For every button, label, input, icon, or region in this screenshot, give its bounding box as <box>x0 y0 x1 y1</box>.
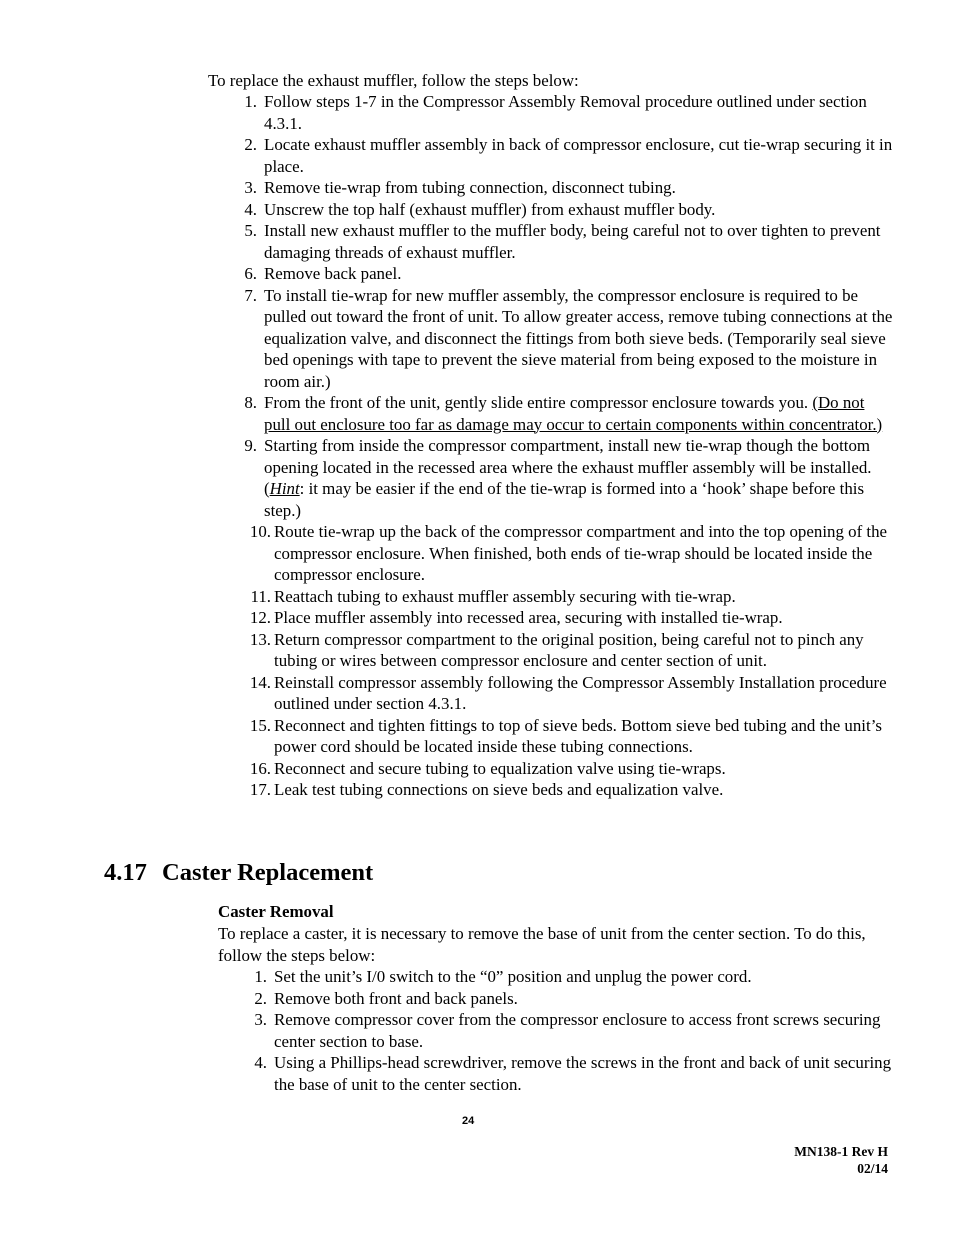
section-number: 4.17 <box>104 859 147 886</box>
list-item <box>208 392 893 435</box>
list-item <box>208 758 893 780</box>
step-number: 2. <box>244 135 257 154</box>
step-text: Remove both front and back panels. <box>274 988 518 1008</box>
list-item <box>208 263 893 285</box>
step-number: 2. <box>254 988 267 1008</box>
list-item <box>208 629 893 672</box>
step-number: 11. <box>250 586 271 606</box>
caster-steps-list <box>218 966 894 1095</box>
step-text: Remove compressor cover from the compressor enclosure to access front screws securing center section to base. <box>274 1010 881 1051</box>
list-item <box>218 966 894 988</box>
footer <box>794 1143 888 1177</box>
list-item <box>208 586 893 608</box>
warning-underlined: (Do not pull out enclosure too far as damage may occur to certain components within concentrator.) <box>264 393 883 434</box>
step-number: 8. <box>244 393 257 412</box>
step-text: Reinstall compressor assembly following the Compressor Assembly Installation procedure outlined under section 4.3.1. <box>274 672 887 713</box>
step-text: Leak test tubing connections on sieve beds and equalization valve. <box>274 780 724 799</box>
step-number: 16. <box>249 758 271 778</box>
step-text: Set the unit’s I/0 switch to the “0” position and unplug the power cord. <box>274 967 752 986</box>
list-item <box>208 715 893 758</box>
muffler-intro: To replace the exhaust muffler, follow the steps below: <box>208 71 579 90</box>
step-number: 17. <box>249 780 271 799</box>
list-item <box>218 1009 894 1052</box>
page-number: 24 <box>462 1115 475 1127</box>
step-text: : it may be easier if the end of the tie-wrap is formed into a ‘hook’ shape before this step.) <box>264 479 865 520</box>
step-number: 9. <box>244 436 257 455</box>
step-text: Reattach tubing to exhaust muffler assembly securing with tie-wrap. <box>274 586 736 606</box>
caster-intro: To replace a caster, it is necessary to remove the base of unit from the center section. To do this, follow the steps below: <box>218 924 866 965</box>
list-item <box>208 672 893 715</box>
hint-label: Hint <box>269 479 300 498</box>
step-number: 1. <box>244 92 257 111</box>
step-number: 12. <box>249 608 271 627</box>
step-text: Reconnect and secure tubing to equalization valve using tie-wraps. <box>274 758 726 778</box>
step-text: Follow steps 1-7 in the Compressor Assembly Removal procedure outlined under section 4.3.1. <box>264 92 867 133</box>
list-item <box>208 607 893 629</box>
step-number: 10. <box>249 522 271 541</box>
step-number: 3. <box>244 178 257 197</box>
section-title: Caster Replacement <box>162 859 374 886</box>
step-number: 6. <box>244 264 257 283</box>
step-text: Remove back panel. <box>264 264 402 283</box>
step-number: 7. <box>244 285 257 305</box>
step-number: 1. <box>254 967 267 986</box>
step-number: 15. <box>249 715 271 735</box>
step-number: 14. <box>249 672 271 692</box>
step-text: Install new exhaust muffler to the muffler body, being careful not to over tighten to prevent damaging threads of exhaust muffler. <box>264 221 881 262</box>
list-item <box>218 988 894 1010</box>
step-text: Unscrew the top half (exhaust muffler) from exhaust muffler body. <box>264 199 716 219</box>
step-text: Using a Phillips-head screwdriver, remove the screws in the front and back of unit securing the base of unit to the center section. <box>274 1053 892 1094</box>
list-item <box>208 134 893 177</box>
step-text: Starting from inside the compressor compartment, install new tie-wrap though the bottom opening located in the recessed area where the exhaust muffler assembly will be installed. ( <box>264 436 872 498</box>
section-heading <box>104 858 373 888</box>
step-number: 13. <box>249 629 271 649</box>
step-text: From the front of the unit, gently slide entire compressor enclosure towards you. <box>264 393 813 412</box>
list-item <box>208 199 893 221</box>
list-item <box>208 285 893 393</box>
step-number: 5. <box>244 221 257 240</box>
list-item <box>208 779 893 801</box>
revision-date: 02/14 <box>857 1161 888 1176</box>
muffler-steps-list <box>208 91 893 801</box>
document-id: MN138-1 Rev H <box>794 1144 888 1159</box>
list-item <box>208 521 893 586</box>
list-item <box>208 220 893 263</box>
step-number: 4. <box>244 199 257 219</box>
step-text: Return compressor compartment to the original position, being careful not to pinch any tubing or wires between compressor enclosure and center section of unit. <box>274 629 864 670</box>
step-text: Locate exhaust muffler assembly in back of compressor enclosure, cut tie-wrap securing it in place. <box>264 135 893 176</box>
step-number: 4. <box>254 1053 267 1072</box>
step-number: 3. <box>254 1010 267 1029</box>
step-text: Place muffler assembly into recessed area, securing with installed tie-wrap. <box>274 608 783 627</box>
step-text: Remove tie-wrap from tubing connection, disconnect tubing. <box>264 178 676 197</box>
step-text: To install tie-wrap for new muffler assembly, the compressor enclosure is required to be pulled out toward the front of unit. To allow greater access, remove tubing connections at the equalization valve, and disconnect the fittings from both sieve beds. (Temporarily seal sieve bed openings with tape to prevent the sieve material from being exposed to the moisture in room air.) <box>264 285 893 391</box>
step-text: Route tie-wrap up the back of the compressor compartment and into the top opening of the compressor enclosure. When finished, both ends of tie-wrap should be located inside the compressor enclosure. <box>274 522 888 584</box>
list-item <box>208 91 893 134</box>
list-item <box>208 435 893 521</box>
list-item <box>208 177 893 199</box>
caster-removal-subheading: Caster Removal <box>218 902 334 921</box>
list-item <box>218 1052 894 1095</box>
step-text: Reconnect and tighten fittings to top of sieve beds. Bottom sieve bed tubing and the unit’s power cord should be located inside these tubing connections. <box>274 715 882 756</box>
